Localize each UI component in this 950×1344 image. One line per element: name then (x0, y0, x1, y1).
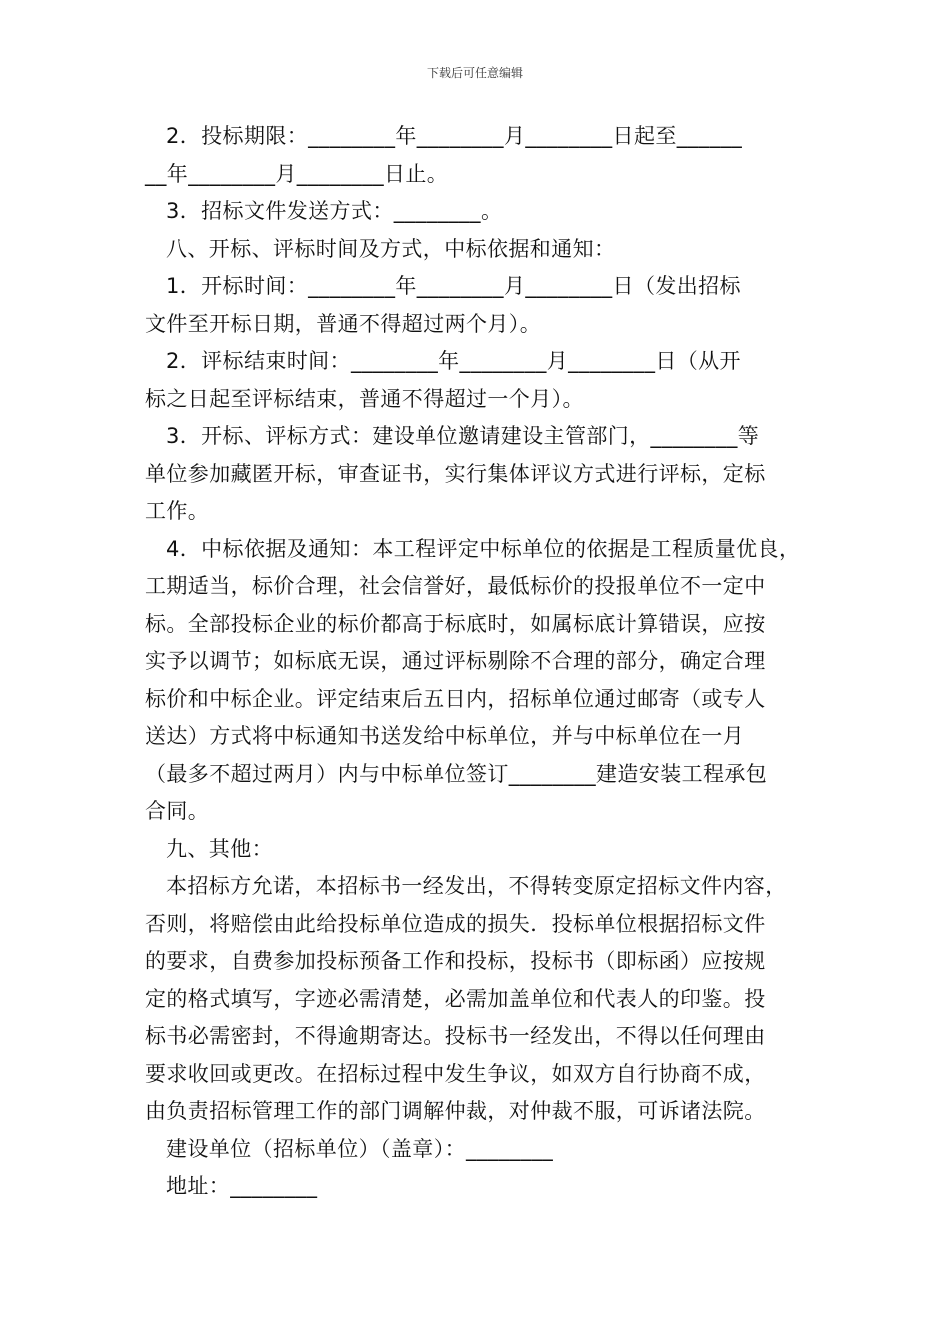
paragraph-opening-time (145, 268, 810, 343)
text-line: 工期适当，标价合理，社会信誉好，最低标价的投报单位不一定中 (145, 574, 766, 598)
text-line: 1．开标时间：________年________月________日（发出招标 (166, 274, 741, 298)
text-line: 工作。 (145, 499, 210, 523)
text-line: 八、开标、评标时间及方式，中标依据和通知： (166, 236, 616, 261)
text-line: 3．开标、评标方式：建设单位邀请建设主管部门，________等 (166, 424, 760, 448)
text-line: 标。全部投标企业的标价都高于标底时，如属标底计算错误，应按 (145, 611, 766, 636)
text-line: __年________月________日止。 (145, 161, 449, 186)
text-line: 标书必需密封，不得逾期寄达。投标书一经发出，不得以任何理由 (145, 1024, 766, 1048)
text-line: 2．投标期限：________年________月________日起至______ (166, 124, 743, 148)
text-line: 标价和中标企业。评定结束后五日内，招标单位通过邮寄（或专人 (145, 686, 766, 711)
section-heading-9 (145, 831, 810, 869)
paragraph-term (145, 118, 810, 193)
paragraph-award-basis (145, 531, 810, 831)
text-line: 3．招标文件发送方式：________。 (166, 199, 503, 223)
text-line: （最多不超过两月）内与中标单位签订________建造安装工程承包 (145, 761, 768, 786)
text-line: 九、其他： (166, 836, 273, 861)
text-line: 单位参加藏匿开标，审查证书，实行集体评议方式进行评标，定标 (145, 461, 766, 486)
page-header: 下载后可任意编辑 (426, 66, 523, 80)
paragraph-commitment (145, 868, 810, 1131)
text-line: 要求收回或更改。在招标过程中发生争议，如双方自行协商不成， (145, 1061, 766, 1086)
text-line: 地址：________ (166, 1174, 318, 1198)
signature-unit (145, 1131, 810, 1169)
text-line: 送达）方式将中标通知书送发给中标单位，并与中标单位在一月 (145, 724, 745, 748)
text-line: 合同。 (145, 799, 210, 823)
paragraph-send-method (145, 193, 810, 231)
document-body (145, 118, 810, 1206)
paragraph-evaluation-method (145, 418, 810, 531)
text-line: 实予以调节；如标底无误，通过评标剔除不合理的部分，确定合理 (145, 649, 766, 673)
paragraph-evaluation-end (145, 343, 810, 418)
text-line: 4．中标依据及通知：本工程评定中标单位的依据是工程质量优良， (166, 536, 801, 561)
text-line: 标之日起至评标结束，普通不得超过一个月）。 (145, 386, 584, 411)
address-line (145, 1168, 810, 1206)
text-line: 2．评标结束时间：________年________月________日（从开 (166, 349, 741, 373)
text-line: 的要求，自费参加投标预备工作和投标，投标书（即标函）应按规 (145, 949, 766, 973)
section-heading-8 (145, 231, 810, 269)
text-line: 定的格式填写，字迹必需清楚，必需加盖单位和代表人的印鉴。投 (145, 986, 766, 1011)
text-line: 否则，将赔偿由此给投标单位造成的损失．投标单位根据招标文件 (145, 911, 766, 936)
text-line: 文件至开标日期，普通不得超过两个月）。 (145, 311, 542, 336)
text-line: 建设单位（招标单位）（盖章）：________ (166, 1136, 554, 1161)
text-line: 由负责招标管理工作的部门调解仲裁，对仲裁不服，可诉诸法院。 (145, 1099, 766, 1123)
text-line: 本招标方允诺，本招标书一经发出，不得转变原定招标文件内容， (166, 874, 787, 898)
